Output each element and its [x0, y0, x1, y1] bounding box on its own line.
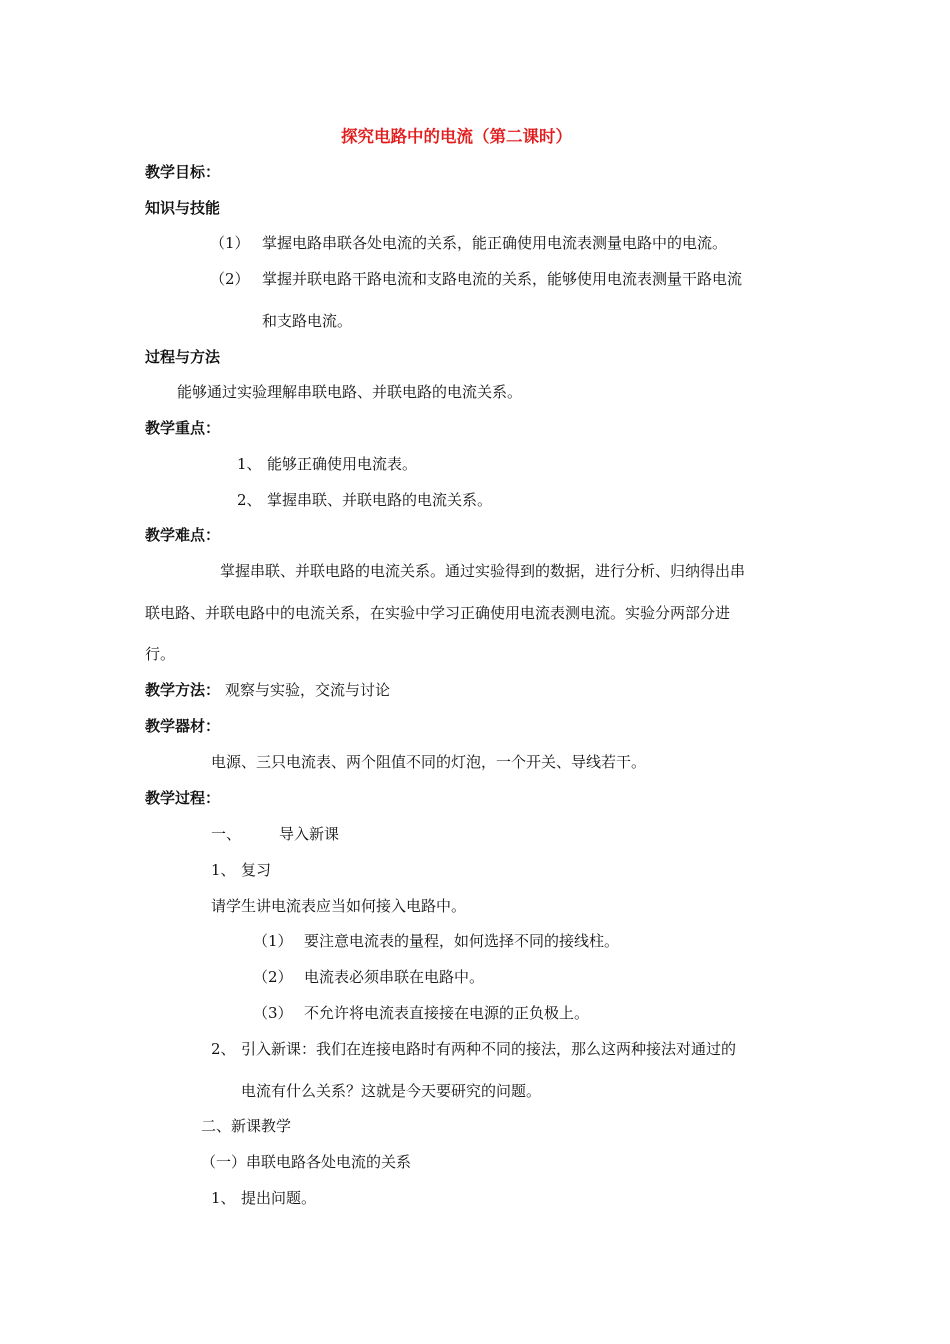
review-item-number: （3）: [253, 1004, 293, 1022]
procedure-heading: 教学过程：: [145, 789, 221, 807]
section-one-title: （一）串联电路各处电流的关系: [201, 1153, 412, 1171]
review-item-text: 不允许将电流表直接接在电源的正负极上。: [304, 1004, 590, 1022]
part-two-title: 二、新课教学: [201, 1117, 292, 1135]
process-methods-heading: 过程与方法: [145, 348, 221, 366]
knowledge-item-continuation: 和支路电流。: [262, 312, 353, 330]
intro-continuation: 电流有什么关系？这就是今天要研究的问题。: [241, 1082, 542, 1100]
difficulties-line: 掌握串联、并联电路的电流关系。通过实验得到的数据，进行分析、归纳得出串: [220, 562, 746, 580]
step-one-number: 1、: [211, 1189, 236, 1207]
review-number: 1、: [211, 861, 236, 879]
key-point-number: 2、: [237, 491, 262, 509]
materials-heading: 教学器材：: [145, 717, 221, 735]
materials-text: 电源、三只电流表、两个阻值不同的灯泡，一个开关、导线若干。: [211, 753, 647, 771]
key-point-text: 掌握串联、并联电路的电流关系。: [267, 491, 493, 509]
review-title: 复习: [241, 861, 272, 879]
key-point-number: 1、: [237, 455, 262, 473]
review-item-number: （2）: [253, 968, 293, 986]
methods-text: 观察与实验，交流与讨论: [225, 681, 391, 699]
difficulties-line: 行。: [145, 645, 176, 663]
objectives-heading: 教学目标：: [145, 163, 221, 181]
knowledge-item-text: 掌握并联电路干路电流和支路电流的关系，能够使用电流表测量干路电流: [262, 270, 743, 288]
step-one-text: 提出问题。: [241, 1189, 317, 1207]
intro-number: 2、: [211, 1040, 236, 1058]
key-point-text: 能够正确使用电流表。: [267, 455, 418, 473]
knowledge-item-number: （1）: [210, 234, 250, 252]
knowledge-item-text: 掌握电路串联各处电流的关系，能正确使用电流表测量电路中的电流。: [262, 234, 728, 252]
process-methods-text: 能够通过实验理解串联电路、并联电路的电流关系。: [177, 383, 523, 401]
review-item-number: （1）: [253, 932, 293, 950]
key-points-heading: 教学重点：: [145, 419, 221, 437]
knowledge-item-number: （2）: [210, 270, 250, 288]
review-item-text: 要注意电流表的量程，如何选择不同的接线柱。: [304, 932, 620, 950]
review-item-text: 电流表必须串联在电路中。: [304, 968, 485, 986]
methods-heading: 教学方法：: [145, 681, 221, 699]
document-title: 探究电路中的电流（第二课时）: [341, 127, 572, 146]
part-one-number: 一、: [211, 825, 242, 843]
knowledge-skills-heading: 知识与技能: [145, 199, 221, 217]
part-one-title: 导入新课: [279, 825, 340, 843]
review-question: 请学生讲电流表应当如何接入电路中。: [211, 897, 467, 915]
difficulties-line: 联电路、并联电路中的电流关系，在实验中学习正确使用电流表测电流。实验分两部分进: [145, 604, 731, 622]
intro-text: 引入新课：我们在连接电路时有两种不同的接法，那么这两种接法对通过的: [241, 1040, 737, 1058]
difficulties-heading: 教学难点：: [145, 526, 221, 544]
